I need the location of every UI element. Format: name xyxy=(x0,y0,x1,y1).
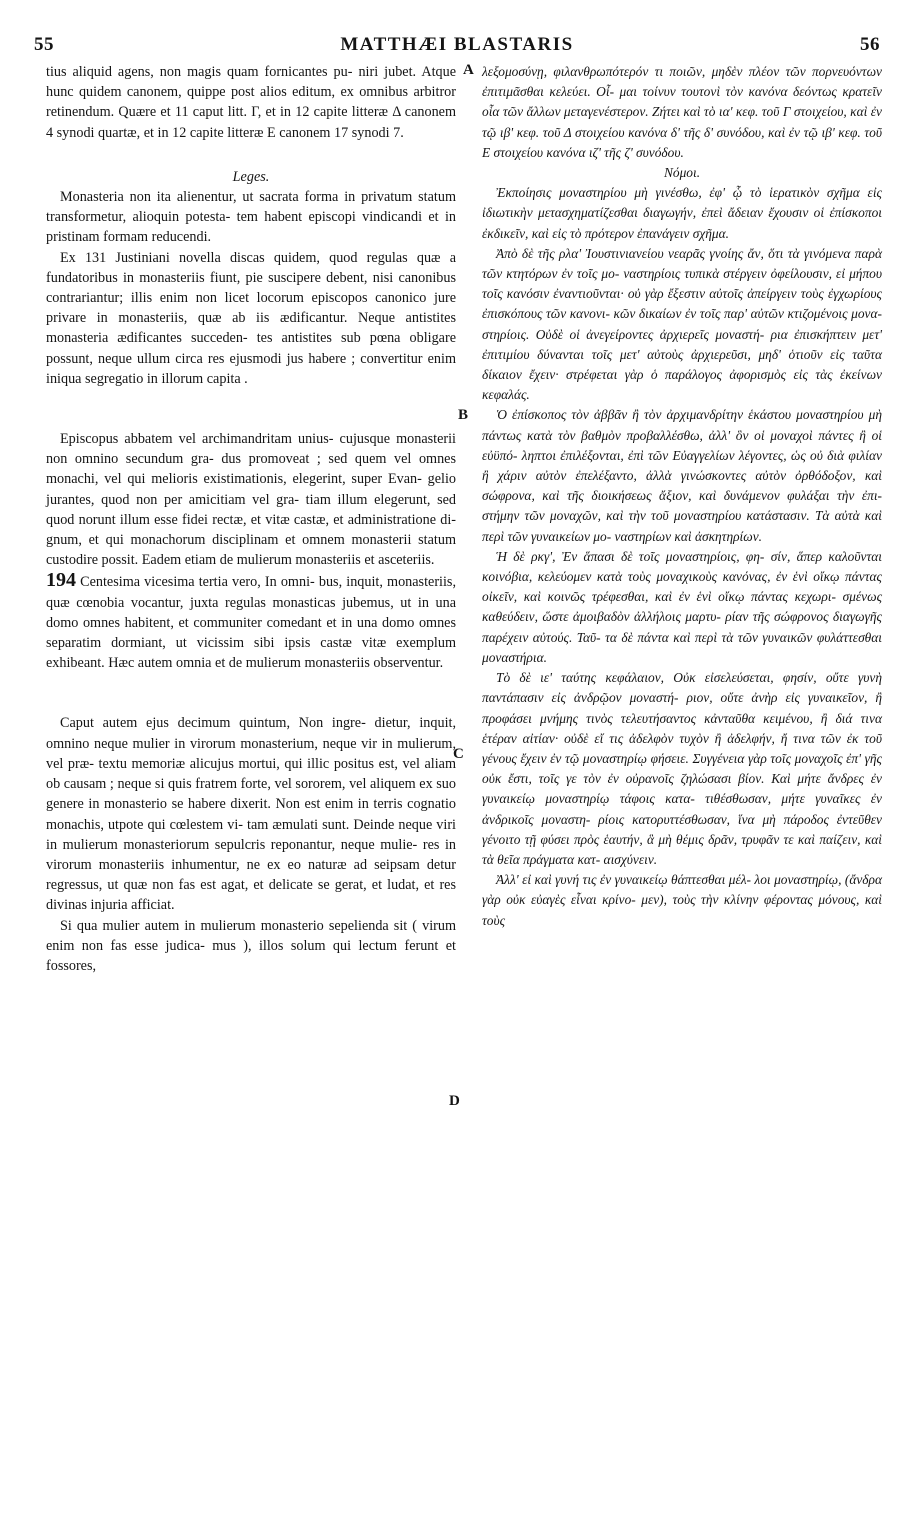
latin-paragraph-1: tius aliquid agens, non magis quam fornicantes pu- niri jubet. Atque hunc quidem canonem, quippe post alios editum, ex omnibus arbitror retinendum. Quære et 11 caput litt. Γ, et in 12 capite litteræ Δ canonem 4 synodi quartæ, et in 12 capite litteræ E canonem 17 synodi 7. xyxy=(46,64,456,141)
margin-letter-d: D xyxy=(449,1093,460,1109)
latin-paragraph-7: Si qua mulier autem in mulierum monasterio sepelienda sit ( virum enim non fas esse judica- mus ), illos solum qui lectum ferunt et fossores, xyxy=(46,917,456,974)
greek-paragraph-5: Ἡ δὲ ρκγ', Ἐν ἅπασι δὲ τοῖς μοναστηρίοις, φη- σίν, ἅπερ καλοῦνται κοινόβια, κελεύομεν κατὰ τοὺς μοναχικοὺς κανόνας, ἐν ἑνὶ οἴκῳ πάντας οἰκεῖν, καὶ κοινῶς τρέφεσθαι, καὶ ἐν ἑνὶ οἴκῳ πάντας κεχωρι- σμένως καθεύδειν, ὥστε ἀμοιβαδὸν ἀλλήλοις μαρτυ- ρίαν τῆς σώφρονος διαγωγῆς παρέχειν αὐτούς. Ταῦ- τα δὲ πάντα καὶ περὶ τὰ τῶν γυναικῶν φυλάττεσθαι μοναστήρια. xyxy=(482,548,882,665)
margin-letter-b: B xyxy=(458,407,469,423)
latin-paragraph-3: Ex 131 Justiniani novella discas quidem, quod regulas quæ a fundatoribus in monasteriis fiunt, pie suscipere debent, nisi canonibus contrariantur; illis enim non licet locorum episcopos canonico jure privare in monasteriis, quæ ab iis ædificantur. Neque antistites monasteria ædificantes succeden- tes antistites sub pœna obligare possunt, neque ullum circa res ejusmodi jus habere ; convertitur enim iniqua segregatio in illorum capita . xyxy=(46,249,456,387)
latin-paragraph-5-text: Centesima vicesima tertia vero, In omni- bus, inquit, monasteriis, quæ cœnobia vocantur, juxta regulas monasticas jubemus, ut in una domo omnes habitent, et communiter comedant et in una domo omnes separatim dormiant, ut vicissim sibi ipsis castæ vitæ exemplum exhibeant. Hæc autem omnia et de mulierum monasteriis observentur. xyxy=(46,574,456,672)
latin-column xyxy=(46,62,456,976)
greek-paragraph-1: λεξομοσύνῃ, φιλανθρωπότερόν τι ποιῶν, μηδὲν πλέον τῶν πορνευόντων ἐπιτιμᾶσθαι κελεύει. Οἶ- μαι τοίνυν τουτονὶ τὸν κανόνα δεόντως κρατεῖν οἷα τῶν ἄλλων μεταγενέστερον. Ζήτει καὶ τὸ ια' κεφ. τοῦ Γ στοιχείου, καὶ ἐν τῷ ιβ' κεφ. τοῦ Δ στοιχείου κανόνα δ' τῆς δ' συνόδου, καὶ ἐν τῷ ιβ' κεφ. τοῦ Ε στοιχείου κανόνα ιζ' τῆς ζ' συνόδου. xyxy=(482,64,882,160)
running-title: MATTHÆI BLASTARIS xyxy=(340,34,574,55)
section-number: 194 xyxy=(46,569,76,592)
page-number-left: 55 xyxy=(34,34,54,55)
greek-paragraph-7: Ἀλλ' εἰ καὶ γυνή τις ἐν γυναικείῳ θάπτεσθαι μέλ- λοι μοναστηρίῳ, (ἄνδρα γὰρ οὐκ εὐαγὲς εἶναι κρίνο- μεν), τοὺς τὴν κλίνην φέροντας μόνους, καὶ τοὺς xyxy=(482,872,882,928)
margin-letter-c: C xyxy=(453,746,464,762)
latin-section-heading: Leges. xyxy=(232,168,270,185)
greek-section-heading: Νόμοι. xyxy=(663,165,701,181)
latin-paragraph-4: Episcopus abbatem vel archimandritam unius- cujusque monasterii non omnino secundum gra- dus promoveat ; sed quem vel omnes monachi, vel qui melioris existimationis, elegerint, super Evan- gelio jurantes, quod non per amicitiam vel gra- tiam illum elegerunt, sed quod norunt illum esse fidei rectæ, et vitæ castæ, et administratione di- gnum, et qui monachorum disciplinam et omnem monasterii statum custodire possit. Eadem etiam de mulierum monasteriis et asceteriis. xyxy=(46,431,456,569)
latin-paragraph-5 xyxy=(46,570,456,673)
greek-paragraph-3: Ἀπὸ δὲ τῆς ρλα' Ἰουστινιανείου νεαρᾶς γνοίης ἄν, ὅτι τὰ γινόμενα παρὰ τῶν κτητόρων ἐν τοῖς μο- ναστηρίοις τυπικὰ στέργειν ὀφείλουσιν, εἰ μήπου τοῖς κανόσιν ἐναντιοῦνται· οὐ γὰρ ἔξεστιν αὐτοῖς ἀπείργειν τοὺς ἐγχωρίους ἐπισκόπους τῶν κανονι- κῶν δικαίων ἐν τοῖς παρ' αὐτῶν κτιζομένοις μονα- στηρίοις. Οὐδὲ οἱ ἀνεγείροντες ἀρχιερεῖς μοναστή- ρια ἐπισκήπτειν μετ' ἐπιτιμίου δύνανται τοῖς μετ' αὐτοὺς ἀρχιερεῦσι, μηδ' ὁτιοῦν εἰς ταῦτα δίκαιον ἔχειν· στρέφεται γὰρ ὁ παράλογος ἀφορισμὸς εἰς τὰς ἐκείνων κεφαλάς. xyxy=(482,245,882,403)
greek-column xyxy=(482,62,882,931)
margin-letter-a: A xyxy=(463,62,474,78)
page-header xyxy=(34,34,880,60)
greek-paragraph-6: Τὸ δὲ ιε' ταύτης κεφάλαιον, Οὐκ εἰσελεύσεται, φησίν, οὔτε γυνὴ παντάπασιν εἰς ἀνδρῷον μοναστή- ριον, οὔτε ἀνὴρ εἰς γυναικεῖον, ἢ προφάσει μνήμης τινὸς τελευτήσαντος κἀνταῦθα κειμένου, ἢ διά τινα ἑτέραν αἰτίαν· οὐδὲ εἴ τις ἀδελφὸν τυχὸν ἢ ἀδελφήν, ἤ τινα τῶν ἐκ τοῦ γένους ἔχειν ἐν τῷ μοναστηρίῳ φήσειε. Συγγένεια γὰρ τοῖς μοναχοῖς ἐπ' γῆς οὐκ ἔστι, τοῖς γε τὸν ἐν οὐρανοῖς ζηλώσασι βίον. Καὶ μήτε ἄνδρες ἐν γυναικείῳ μοναστηρίῳ τάφοις κατα- τιθέσθωσαν, μήτε γυναῖκες ἐν ἀνδρικοῖς μοναστη- ρίοις κατορυττέσθωσαν, ἵνα μὴ πάροδος ἐντεῦθεν γένοιτο τῇ φύσει πρὸς ἑαυτήν, ἃ μὴ θέμις δρᾶν, τρυφᾶν τε καὶ παίζειν, καὶ τὰ θεῖα πράγματα κατ- αισχύνειν. xyxy=(482,670,882,867)
latin-paragraph-6: Caput autem ejus decimum quintum, Non ingre- dietur, inquit, omnino neque mulier in virorum monasterium, neque vir in mulierum, vel præ- textu memoriæ alicujus mortui, qui illic positus est, vel aliam ob causam ; neque si quis fratrem forte, vel sororem, vel aliquem ex suo genere in monasterio se habere dixerit. Non est enim in terris cognatio monachis, utpote qui cœlestem vi- tam æmulati sunt. Deinde neque viri in mulierum monasteriorum sepulcris reponantur, neque mulie- res in virorum monasteriis inhumentur, ne ex eo naturæ ad seipsam detur regressus, ut quæ non fas est agat, et delicate se gerat, et ludat, et res divinas injuria afficiat. xyxy=(46,715,456,914)
page-number-right: 56 xyxy=(860,34,880,55)
latin-paragraph-2: Monasteria non ita alienentur, ut sacrata forma in privatum statum transformetur, alioquin potesta- tem habent episcopi vindicandi et in pristinam formam reducendi. xyxy=(46,189,456,246)
greek-paragraph-4: Ὁ ἐπίσκοπος τὸν ἀββᾶν ἢ τὸν ἀρχιμανδρίτην ἑκάστου μοναστηρίου μὴ πάντως κατὰ τὸν βαθμὸν προβαλλέσθω, ἀλλ' ὃν οἱ μοναχοὶ πάντες ἢ οἱ εὐϋπό- ληπτοι ἐπιλέξονται, ἐπὶ τῶν Εὐαγγελίων λέγοντες, ὡς οὐ διὰ φιλίαν ἢ χάριν αὐτὸν ἐπελέξαντο, ἀλλὰ γινώσκοντες αὐτὸν ὀρθόδοξον, καὶ σώφρονα, καὶ τῆς διοικήσεως ἄξιον, καὶ δυνάμενον φυλάξαι τὴν ἐπι- στήμην τῶν μοναχῶν, καὶ τὴν τοῦ μοναστηρίου κατάστασιν. Τὰ αὐτὰ καὶ περὶ τῶν γυναικείων μο- ναστηρίων καὶ ἀσκητηρίων. xyxy=(482,407,882,544)
greek-paragraph-2: Ἐκποίησις μοναστηρίου μὴ γινέσθω, ἐφ' ᾧ τὸ ἱερατικὸν σχῆμα εἰς ἰδιωτικὴν μετασχηματίζεσθαι διαγωγήν, ἐπεὶ ἄδειαν ἔχουσιν οἱ ἐπίσκοποι ἐκδικεῖν, καὶ εἰς τὸ πρότερον ἐπανάγειν σχῆμα. xyxy=(482,185,882,241)
